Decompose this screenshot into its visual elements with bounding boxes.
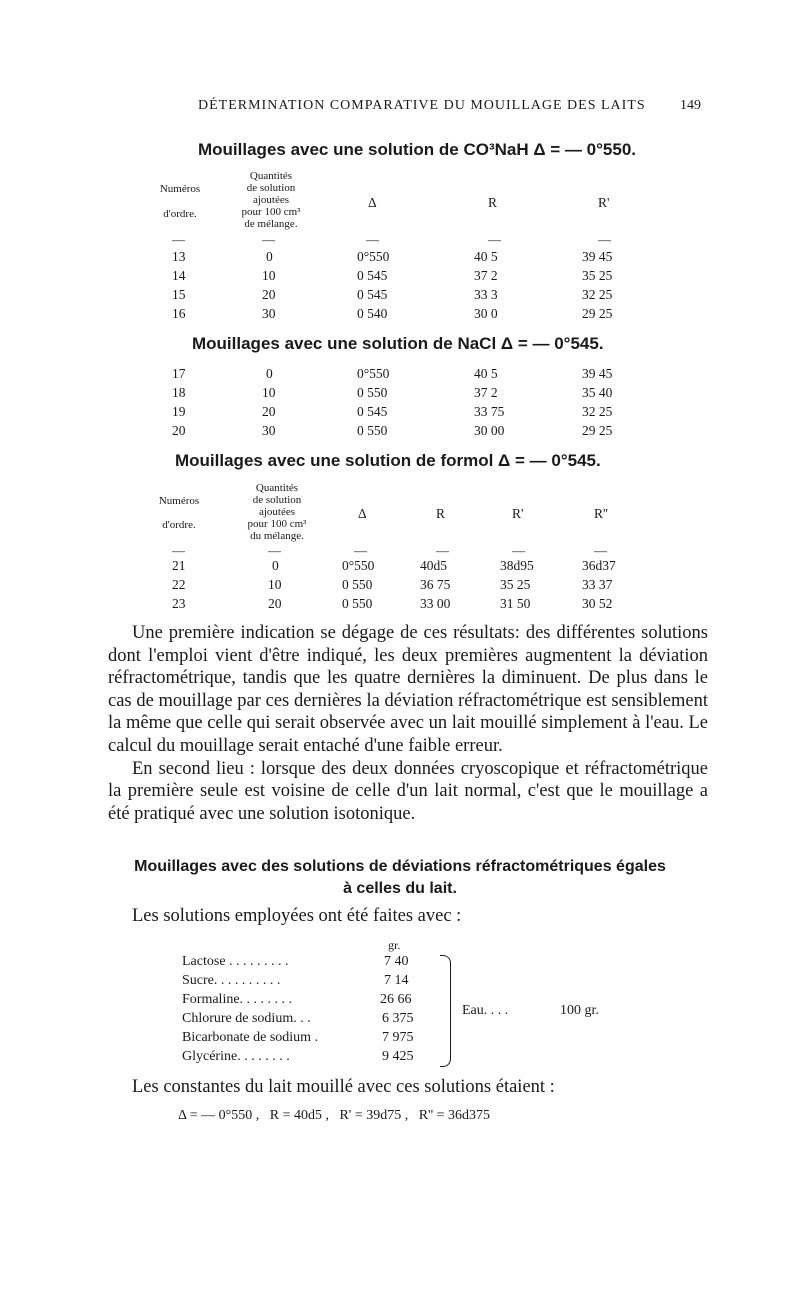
- table2-title: Mouillages avec une solution de NaCl Δ = — 0°545.: [192, 334, 604, 353]
- quantites-header: Quantités de solution ajoutées pour 100 cm³ du mélange.: [247, 482, 307, 542]
- ingredient-name: Lactose . . . . . . . . .: [182, 954, 289, 969]
- ingredient-amount: 7 975: [382, 1030, 414, 1045]
- running-title: DÉTERMINATION COMPARATIVE DU MOUILLAGE DES LAITS: [198, 98, 646, 113]
- delta-header: Δ: [358, 506, 367, 521]
- r-header: R: [436, 506, 446, 521]
- numeros-header: Numéros: [158, 495, 200, 507]
- unit-label: gr.: [388, 938, 401, 952]
- ordre-header: d'ordre.: [163, 208, 197, 220]
- delta-header: Δ: [368, 195, 377, 210]
- body-text: [108, 622, 708, 825]
- rprime-header: R': [512, 506, 524, 521]
- ingredient-name: Sucre. . . . . . . . . .: [182, 973, 281, 988]
- section4-title-line1: Mouillages avec des solutions de déviations réfractométriques égales: [134, 858, 666, 875]
- paragraph: Une première indication se dégage de ces résultats: des différentes solutions dont l'emploi vient d'être indiqué, les deux premières augmentent la déviation réfractométrique, tandis que les quatre dernières la diminuent. De plus dans le cas de mouillage par ces dernières la déviation réfractométrique est sensiblement la même que celle qui serait observée avec un lait mouillé simplement à l'eau. Le calcul du mouillage serait entaché d'une faible erreur.: [108, 623, 708, 756]
- table3-title: Mouillages avec une solution de formol Δ = — 0°545.: [175, 451, 601, 470]
- ingredient-amount: 6 375: [382, 1011, 414, 1026]
- ingredient-amount: 7 40: [384, 954, 409, 969]
- ingredient-amount: 9 425: [382, 1049, 414, 1064]
- water-amount: 100 gr.: [560, 1003, 599, 1018]
- numeros-header: Numéros: [159, 183, 201, 195]
- ingredient-name: Chlorure de sodium. . .: [182, 1011, 311, 1026]
- table1-title: Mouillages avec une solution de CO³NaH Δ = — 0°550.: [198, 140, 636, 159]
- rprime-header: R': [598, 195, 610, 210]
- ingredient-name: Formaline. . . . . . . .: [182, 992, 293, 1007]
- ingredient-name: Glycérine. . . . . . . .: [182, 1049, 290, 1064]
- water-label: Eau. . . .: [462, 1003, 509, 1018]
- ordre-header: d'ordre.: [162, 519, 196, 531]
- quantites-header: Quantités de solution ajoutées pour 100 cm³ de mélange.: [241, 170, 301, 230]
- constants-line: Δ = — 0°550 , R = 40d5 , R' = 39d75 , R'' = 36d375: [178, 1108, 490, 1123]
- paragraph: En second lieu : lorsque des deux données cryoscopique et réfractométrique la première seule est voisine de celle d'un lait normal, c'est que le mouillage a été pratiqué avec une solution isotonique.: [108, 758, 708, 824]
- solutions-intro: Les solutions employées ont été faites avec :: [132, 906, 462, 926]
- brace: [440, 955, 451, 1067]
- section4-title-line2: à celles du lait.: [343, 880, 457, 897]
- rsecond-header: R'': [594, 506, 608, 521]
- ingredient-name: Bicarbonate de sodium .: [182, 1030, 319, 1045]
- ingredient-amount: 7 14: [384, 973, 409, 988]
- r-header: R: [488, 195, 498, 210]
- constants-intro: Les constantes du lait mouillé avec ces solutions étaient :: [132, 1077, 555, 1097]
- page-number: 149: [680, 98, 701, 113]
- ingredient-amount: 26 66: [380, 992, 412, 1007]
